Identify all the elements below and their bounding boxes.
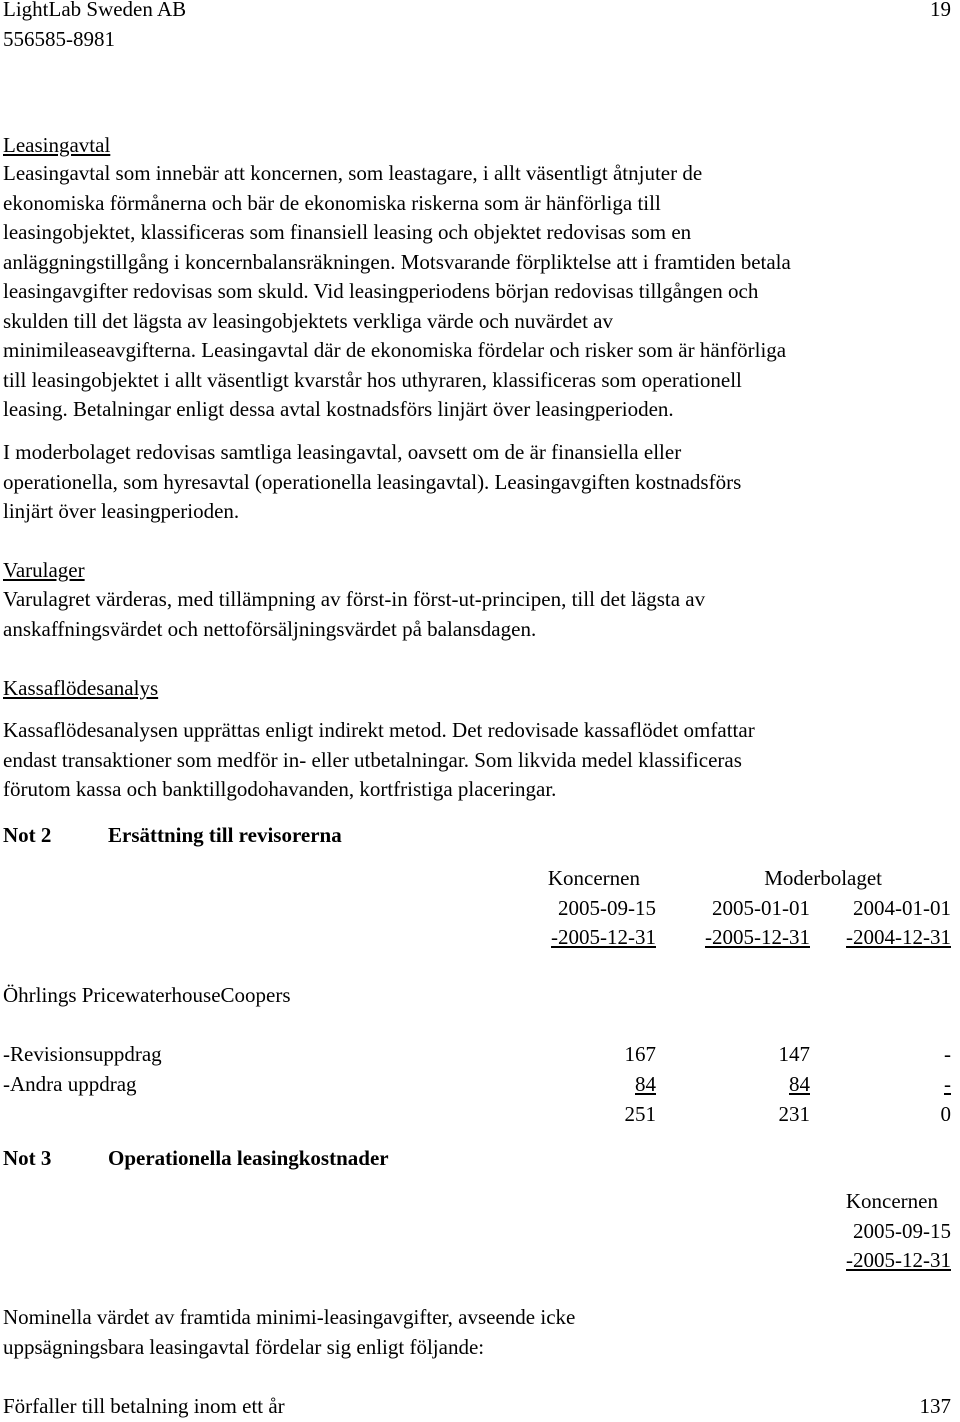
text-line: Varulagret värderas, med tillämpning av först-in först-ut-principen, till det lägsta av [3,587,706,611]
not2-total-value: 0 [940,1102,951,1126]
not2-auditor: Öhrlings PricewaterhouseCoopers [3,983,291,1007]
varulager-heading: Varulager [3,558,85,582]
text-line: endast transaktioner som medför in- eller utbetalningar. Som likvida medel klassificeras [3,747,742,772]
text-line: minimileaseavgifterna. Leasingavtal där de ekonomiska fördelar och risker som är hänförliga [3,338,787,362]
not2-col-group-koncernen: Koncernen [547,866,640,890]
page-number: 19 [930,0,951,21]
text-line: I moderbolaget redovisas samtliga leasingavtal, oavsett om de är finansiella eller [3,440,682,464]
org-number: 556585-8981 [3,27,115,51]
text-line: Leasingavtal som innebär att koncernen, som leastagare, i allt väsentligt åtnjuter de [3,161,703,185]
not2-col2-end: -2005-12-31 [705,925,810,949]
text-line: linjärt över leasingperioden. [3,499,240,523]
leasing-heading: Leasingavtal [3,133,111,157]
not2-col1-start: 2005-09-15 [558,896,656,920]
not2-col1-end: -2005-12-31 [551,925,656,949]
not2-title: Ersättning till revisorerna [108,823,342,847]
text-line: operationella, som hyresavtal (operationella leasingavtal). Leasingavgiften kostnadsförs [3,469,742,494]
not3-title: Operationella leasingkostnader [108,1146,389,1170]
not2-row-value: 167 [624,1042,656,1066]
company-name: LightLab Sweden AB [3,0,187,21]
text-line: till leasingobjektet i allt väsentligt kvarstår hos uthyraren, klassificeras som operationell [3,367,742,392]
kassaflode-heading: Kassaflödesanalys [3,676,159,700]
not3-description [3,1303,958,1362]
text-line: uppsägningsbara leasingavtal fördelar sig enligt följande: [3,1334,485,1359]
not3-col-start: 2005-09-15 [853,1219,951,1243]
not2-total-value: 231 [778,1102,810,1126]
not3-row-label: Förfaller till betalning inom ett år [3,1394,285,1418]
leasing-paragraph-2 [3,438,958,527]
not2-col2-start: 2005-01-01 [712,896,810,920]
not2-row-value: 84 [635,1072,656,1096]
text-line: anläggningstillgång i koncernbalansräkningen. Motsvarande förpliktelse att i framtiden betala [3,249,791,274]
text-line: leasingobjektet, klassificeras som finansiell leasing och objektet redovisas som en [3,220,692,244]
text-line: förutom kassa och banktillgodohavanden, kortfristiga placeringar. [3,777,557,801]
varulager-paragraph [3,585,958,644]
text-line: ekonomiska förmånerna och bär de ekonomiska riskerna som är hänförliga till [3,190,661,215]
not3-col-group-koncernen: Koncernen [845,1189,938,1213]
text-line: leasing. Betalningar enligt dessa avtal kostnadsförs linjärt över leasingperioden. [3,397,674,421]
text-line: leasingavgifter redovisas som skuld. Vid leasingperiodens början redovisas tillgången och [3,279,759,303]
text-line: skulden till det lägsta av leasingobjektets verkliga värde och nuvärdet av [3,308,613,333]
kassaflode-paragraph [3,716,958,805]
not3-col-end: -2005-12-31 [846,1248,951,1272]
not2-label: Not 2 [3,823,52,847]
not3-row-value: 137 [919,1394,951,1418]
not2-row-label: -Andra uppdrag [3,1072,137,1096]
not2-total-value: 251 [624,1102,656,1126]
not2-col-group-moderbolaget: Moderbolaget [764,866,882,890]
not2-row-label: -Revisionsuppdrag [3,1042,162,1066]
not2-row-value: - [944,1072,951,1096]
leasing-paragraph-1 [3,159,958,425]
not2-row-value: 84 [789,1072,810,1096]
not2-row-value: - [944,1042,951,1066]
not2-col3-end: -2004-12-31 [846,925,951,949]
not2-col3-start: 2004-01-01 [853,896,951,920]
not3-label: Not 3 [3,1146,52,1170]
not2-row-value: 147 [778,1042,810,1066]
text-line: Nominella värdet av framtida minimi-leasingavgifter, avseende icke [3,1305,576,1329]
text-line: Kassaflödesanalysen upprättas enligt indirekt metod. Det redovisade kassaflödet omfattar [3,718,755,742]
text-line: anskaffningsvärdet och nettoförsäljningsvärdet på balansdagen. [3,616,537,641]
